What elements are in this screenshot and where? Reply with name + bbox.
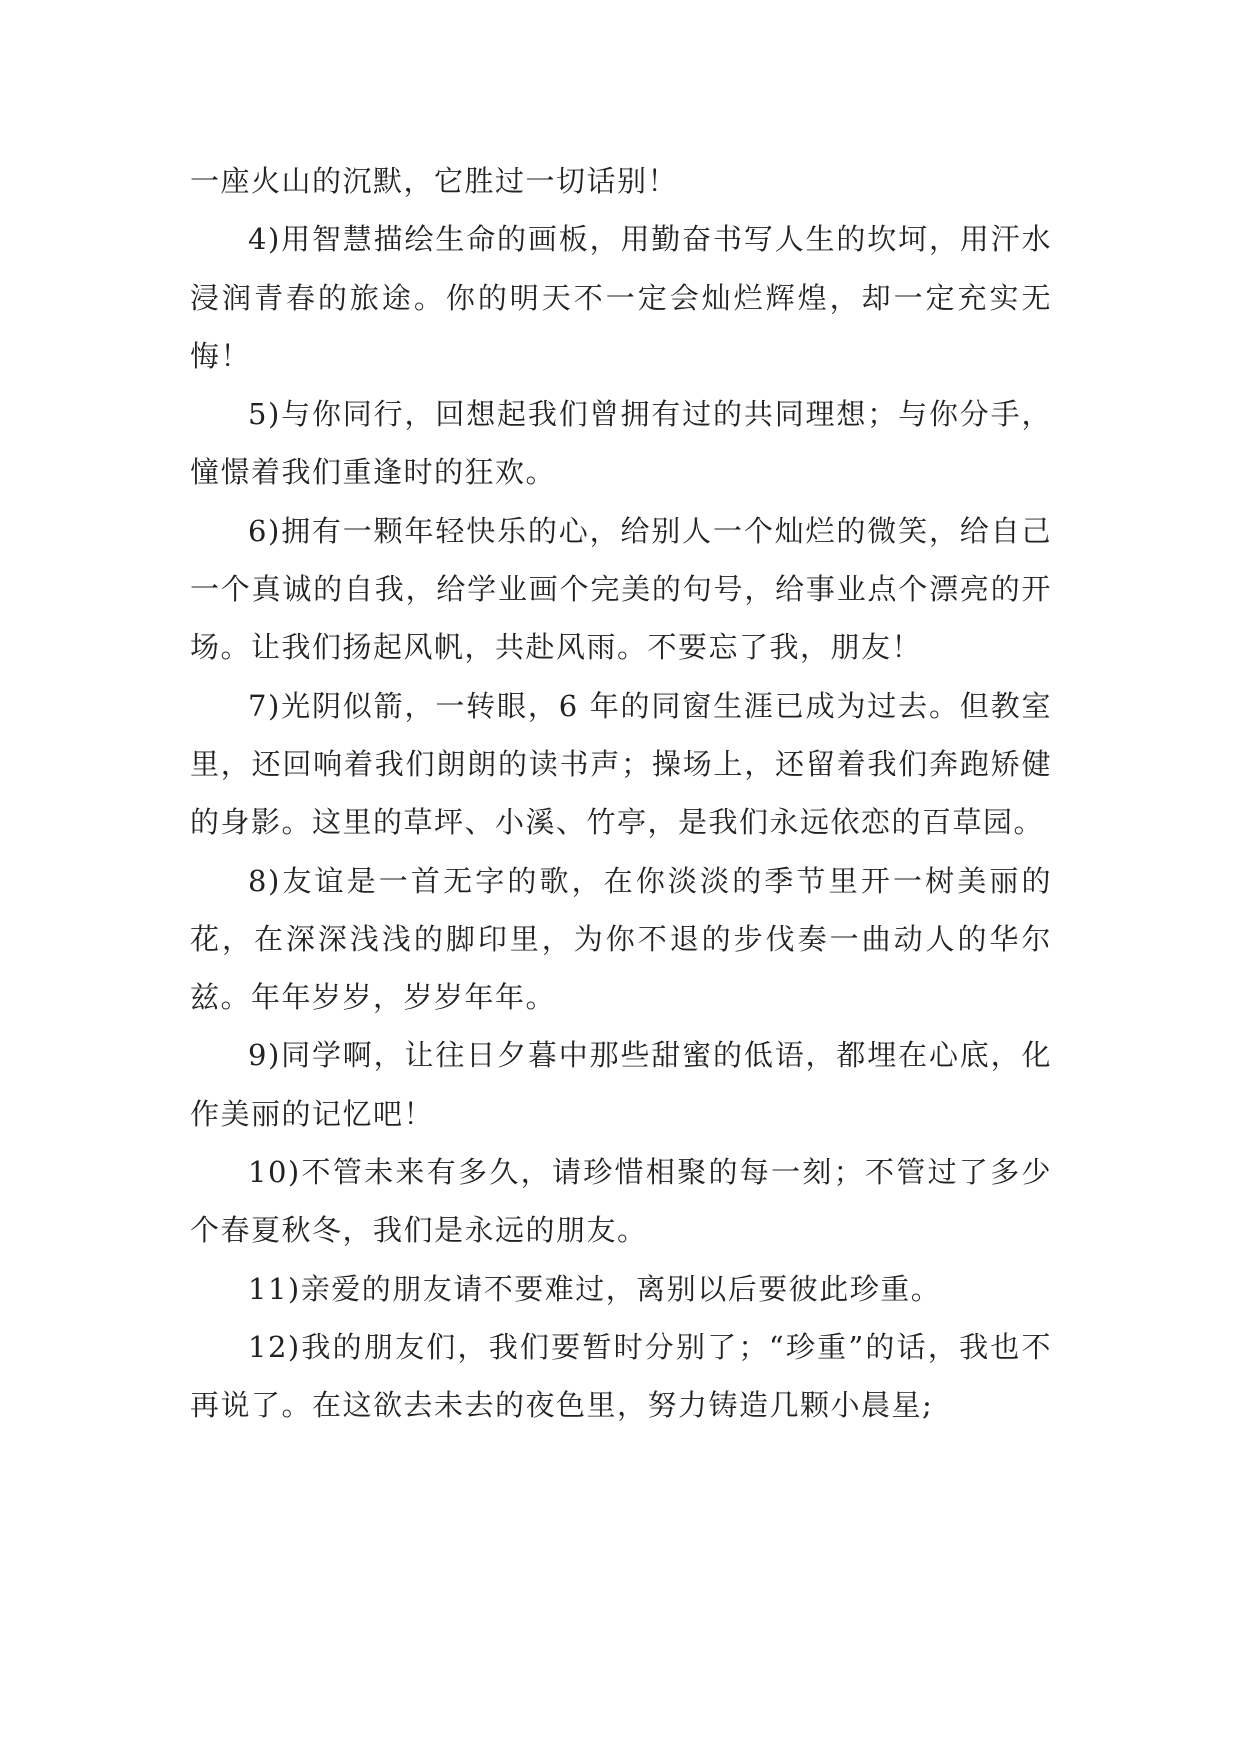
paragraph-continuation: 一座火山的沉默，它胜过一切话别！ bbox=[190, 164, 679, 198]
paragraph-5: 5)与你同行，回想起我们曾拥有过的共同理想；与你分手，憧憬着我们重逢时的狂欢。 bbox=[190, 397, 1052, 490]
paragraph-12: 12)我的朋友们，我们要暂时分别了；“珍重”的话，我也不再说了。在这欲去未去的夜色里，努力铸造几颗小晨星; bbox=[190, 1329, 1052, 1423]
paragraph-6: 6)拥有一颗年轻快乐的心，给别人一个灿烂的微笑，给自己一个真诚的自我，给学业画个完美的句号，给事业点个漂亮的开场。让我们扬起风帆，共赴风雨。不要忘了我，朋友！ bbox=[190, 513, 1052, 665]
paragraph-11: 11)亲爱的朋友请不要难过，离别以后要彼此珍重。 bbox=[248, 1271, 942, 1306]
paragraph-8: 8)友谊是一首无字的歌，在你淡淡的季节里开一树美丽的花，在深深浅浅的脚印里，为你不退的步伐奏一曲动人的华尔兹。年年岁岁，岁岁年年。 bbox=[190, 863, 1052, 1015]
paragraph-7: 7)光阴似箭，一转眼，6 年的同窗生涯已成为过去。但教室里，还回响着我们朗朗的读书声；操场上，还留着我们奔跑矫健的身影。这里的草坪、小溪、竹亭，是我们永远依恋的百草园。 bbox=[190, 688, 1052, 840]
paragraph-10: 10)不管未来有多久，请珍惜相聚的每一刻；不管过了多少个春夏秋冬，我们是永远的朋友。 bbox=[190, 1155, 1052, 1248]
document-body bbox=[190, 152, 1052, 1435]
paragraph-9: 9)同学啊，让往日夕暮中那些甜蜜的低语，都埋在心底，化作美丽的记忆吧！ bbox=[190, 1038, 1052, 1131]
paragraph-4: 4)用智慧描绘生命的画板，用勤奋书写人生的坎坷，用汗水浸润青春的旅途。你的明天不一定会灿烂辉煌，却一定充实无悔！ bbox=[190, 222, 1052, 373]
